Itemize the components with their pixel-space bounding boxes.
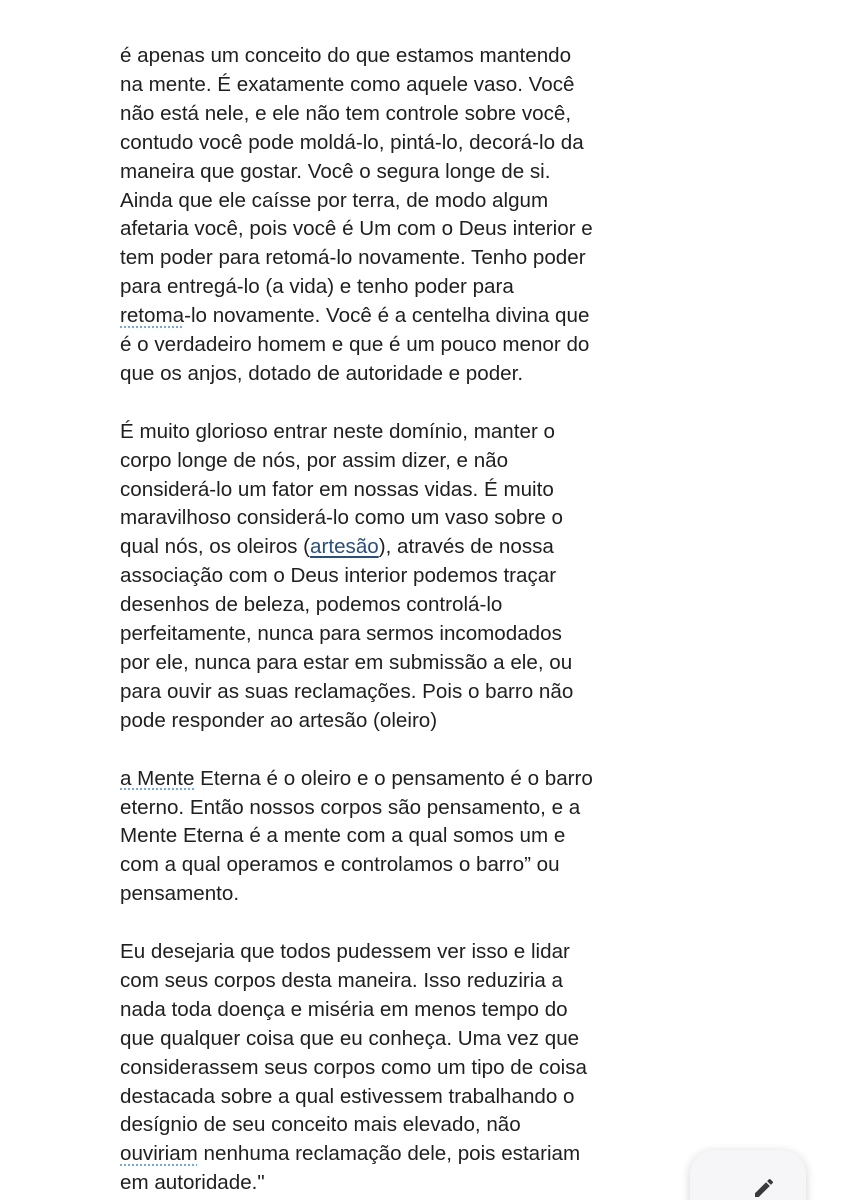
text-line: nada toda doença e miséria em menos tempo do	[120, 997, 568, 1021]
text-line	[120, 1140, 640, 1169]
text-line: eterno. Então nossos corpos são pensamento, e a	[120, 795, 581, 819]
spellcheck-flagged-word[interactable]: a Mente	[120, 766, 195, 790]
artesao-link[interactable]: artesão	[310, 535, 379, 559]
text-line: com seus corpos desta maneira. Isso reduziria a	[120, 968, 563, 992]
text-line: considerá-lo um fator em nossas vidas. É muito	[120, 477, 554, 501]
text-line: que os anjos, dotado de autoridade e poder.	[120, 361, 524, 385]
text-fragment: qual nós, os oleiros (	[120, 535, 311, 559]
text-line	[120, 533, 640, 562]
text-line: considerassem seus corpos como um tipo de coisa	[120, 1055, 588, 1079]
text-line: não está nele, e ele não tem controle sobre você,	[120, 101, 572, 125]
text-line: desenhos de beleza, podemos controlá-lo	[120, 593, 503, 617]
text-line: perfeitamente, nunca para sermos incomodados	[120, 622, 562, 646]
spellcheck-flagged-word[interactable]: ouviriam	[120, 1142, 198, 1166]
pencil-icon	[752, 1176, 776, 1200]
text-line: corpo longe de nós, por assim dizer, e não	[120, 448, 509, 472]
text-fragment: -lo novamente. Você é a centelha divina que	[184, 304, 590, 328]
text-line: que qualquer coisa que eu conheça. Uma vez que	[120, 1026, 580, 1050]
text-line: para entregá-lo (a vida) e tenho poder para	[120, 275, 514, 299]
text-line: associação com o Deus interior podemos traçar	[120, 564, 557, 588]
text-line: Eu desejaria que todos pudessem ver isso e lidar	[120, 940, 570, 964]
text-line: na mente. É exatamente como aquele vaso. Você	[120, 72, 575, 96]
text-line: afetaria você, pois você é Um com o Deus interior e	[120, 217, 593, 241]
text-line: em autoridade."	[120, 1171, 265, 1195]
text-fragment: Eterna é o oleiro e o pensamento é o barro	[194, 766, 593, 790]
text-line: é apenas um conceito do que estamos mantendo	[120, 44, 572, 67]
text-line: desígnio de seu conceito mais elevado, não	[120, 1113, 521, 1137]
text-line	[120, 765, 640, 794]
spellcheck-flagged-word[interactable]: retoma	[120, 304, 185, 328]
paragraph-3	[120, 765, 640, 910]
text-line: Ainda que ele caísse por terra, de modo algum	[120, 188, 549, 212]
text-fragment: ), através de nossa	[378, 535, 554, 559]
text-line: pode responder ao artesão (oleiro)	[120, 708, 438, 732]
paragraph-4	[120, 938, 640, 1198]
text-line: por ele, nunca para estar em submissão a ele, ou	[120, 651, 573, 675]
text-fragment: nenhuma reclamação dele, pois estariam	[197, 1142, 581, 1166]
text-line: para ouvir as suas reclamações. Pois o barro não	[120, 679, 574, 703]
text-line: tem poder para retomá-lo novamente. Tenho poder	[120, 246, 586, 270]
edit-fab-button[interactable]	[690, 1150, 806, 1200]
document-body	[120, 42, 640, 1200]
text-line: Mente Eterna é a mente com a qual somos um e	[120, 824, 566, 848]
text-line: maneira que gostar. Você o segura longe de si.	[120, 159, 551, 183]
paragraph-1	[120, 42, 640, 389]
text-line: com a qual operamos e controlamos o barro” ou	[120, 853, 560, 877]
text-line	[120, 302, 640, 331]
text-line: maravilhoso considerá-lo como um vaso sobre o	[120, 506, 563, 530]
text-line: É muito glorioso entrar neste domínio, manter o	[120, 419, 555, 443]
paragraph-2	[120, 418, 640, 736]
text-line: destacada sobre a qual estivessem trabalhando o	[120, 1084, 575, 1108]
text-line: contudo você pode moldá-lo, pintá-lo, decorá-lo da	[120, 130, 584, 154]
text-line: pensamento.	[120, 882, 240, 906]
text-line: é o verdadeiro homem e que é um pouco menor do	[120, 333, 590, 357]
